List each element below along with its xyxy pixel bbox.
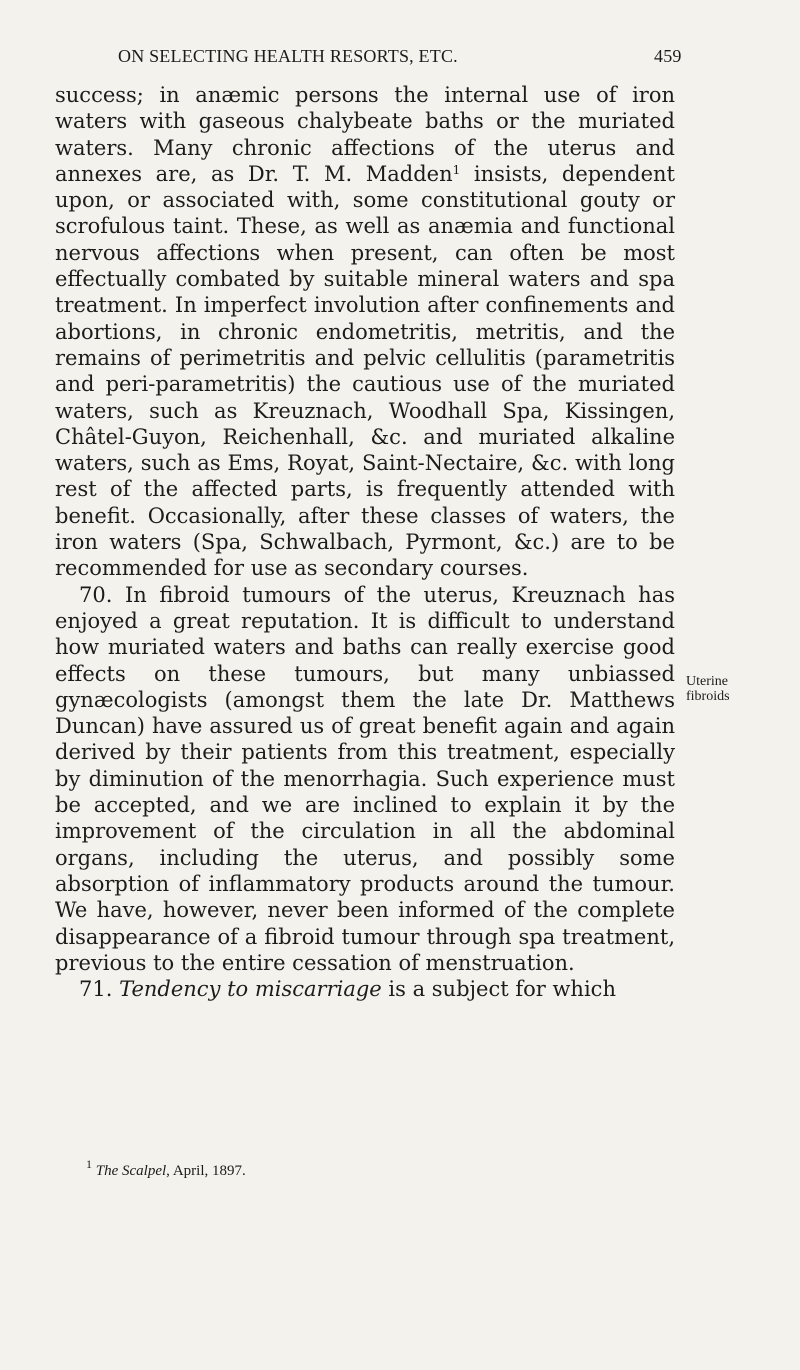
- paragraph-71-topic: Tendency to miscarriage: [119, 977, 382, 1002]
- paragraph-1-start: success; in anæmic persons the internal use of iron waters with gaseous chalybeate baths or the muriated waters. Many chronic affections of the uterus and annexes are, as Dr. T. M. Madden: [55, 83, 675, 186]
- paragraph-70: 70. In fibroid tumours of the uterus, Kreuznach has enjoyed a great reputation. It is difficult to understand how muriated waters and baths can really exercise good effects on these tumours, but many unbiassed gynæcologists (amongst them the late Dr. Matthews Duncan) have assured us of great benefit again and again derived by their patients from this treatment, especially by diminution of the menorrhagia. Such experience must be accepted, and we are inclined to explain it by the improvement of the circulation in all the abdominal organs, including the uterus, and possibly some absorption of inflammatory products around the tumour. We have, however, never been informed of the complete disappearance of a fibroid tumour through spa treatment, previous to the entire cessation of menstruation.: [55, 582, 675, 975]
- body-text: [55, 82, 675, 1002]
- margin-note-line-2: fibroids: [686, 689, 730, 704]
- paragraph-71-rest: is a subject for which: [381, 977, 616, 1002]
- footnote-source: The Scalpel: [95, 1163, 167, 1179]
- margin-note-line-1: Uterine: [686, 674, 728, 689]
- paragraph-71-number: 71.: [79, 977, 120, 1002]
- footnote-date: , April, 1897.: [166, 1163, 246, 1179]
- footnote-reference: 1: [452, 162, 461, 177]
- footnote-mark: 1: [86, 1157, 92, 1171]
- footnote: [86, 1157, 246, 1180]
- running-title: ON SELECTING HEALTH RESORTS, ETC.: [118, 46, 458, 66]
- paragraph-1-rest: insists, dependent upon, or associated with, some constitutional gouty or scrofulous taint. These, as well as anæmia and functional nervous affections when present, can often be most effectually combated by suitable mineral waters and spa treatment. In imperfect involution after confinements and abortions, in chronic endometritis, metritis, and the remains of perimetritis and pelvic cellulitis (parametritis and peri-parametritis) the cautious use of the muriated waters, such as Kreuznach, Woodhall Spa, Kissingen, Châtel-Guyon, Reichenhall, &c. and muriated alkaline waters, such as Ems, Royat, Saint-Nectaire, &c. with long rest of the affected parts, is frequently attended with benefit. Occasionally, after these classes of waters, the iron waters (Spa, Schwalbach, Pyrmont, &c.) are to be recommended for use as secondary courses.: [55, 161, 675, 581]
- paragraph-1: [55, 82, 675, 582]
- page-number: 459: [654, 46, 682, 66]
- paragraph-71: [55, 976, 675, 1002]
- margin-note: [686, 674, 746, 704]
